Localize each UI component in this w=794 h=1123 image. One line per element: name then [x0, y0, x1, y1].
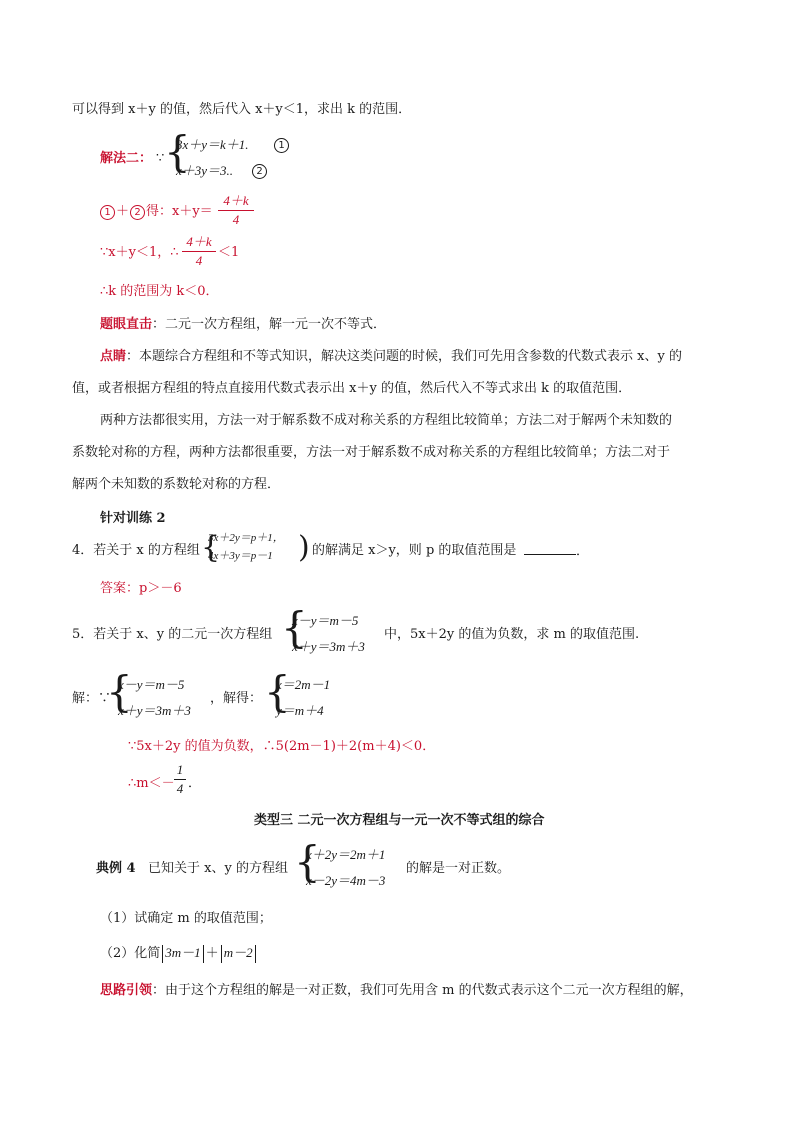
abs-bar	[203, 945, 204, 963]
equation: x＝2m－1	[276, 677, 331, 692]
plus-sign: ＋	[205, 946, 219, 961]
plus-sign: ＋	[116, 204, 130, 219]
equation: x－y＝m－5	[118, 677, 185, 692]
fraction	[174, 762, 186, 797]
equation: x－2y＝4m－3	[306, 873, 386, 888]
fraction-bar	[174, 779, 186, 780]
condition-tail: ＜1	[218, 245, 240, 260]
hint-label: 思路引领	[100, 983, 153, 998]
sub-question: （1）试确定 m 的取值范围；	[100, 911, 272, 926]
fraction-bar	[218, 210, 254, 211]
equation: 3x＋2y＝p＋1，	[208, 532, 284, 544]
sub-question	[100, 944, 258, 963]
fraction-denominator: 4	[195, 253, 203, 268]
abs-bar	[162, 945, 163, 963]
equation: x＋2y＝2m＋1	[306, 847, 386, 862]
abs-expression: m－2	[223, 945, 253, 960]
training-heading: 针对训练 2	[100, 511, 166, 526]
fraction-numerator: 4＋k	[223, 193, 249, 208]
question-5-text: 中，5x＋2y 的值为负数，求 m 的取值范围.	[384, 627, 640, 642]
hint-line	[100, 982, 693, 1000]
key-point-label: 题眼直击	[100, 317, 153, 332]
equation: x＋y＝3m＋3	[292, 639, 365, 654]
circled-number: 1	[274, 138, 289, 153]
because-symbol: ∵	[156, 151, 165, 166]
paragraph-line: 两种方法都很实用，方法一对于解系数不成对称关系的方程组比较简单；方法二对于解两个未知数的	[100, 413, 673, 428]
example-suffix: 的解是一对正数。	[406, 861, 511, 876]
fraction-denominator: 4	[176, 781, 184, 796]
abs-bar	[255, 945, 256, 963]
paragraph-line: 系数轮对称的方程，两种方法都很重要，方法一对于解系数不成对称关系的方程组比较简单；方法二对于	[72, 445, 671, 460]
note-label: 点睛	[100, 349, 127, 364]
fraction-bar	[182, 251, 216, 252]
key-point-line	[100, 316, 386, 334]
fraction	[218, 190, 254, 228]
abs-expression: 3m－1	[165, 945, 201, 960]
equation: 4x＋3y＝p－1	[208, 550, 273, 562]
result-line: ∴k 的范围为 k＜0．	[100, 284, 219, 299]
circled-number: 1	[100, 205, 115, 220]
left-brace: {	[106, 667, 133, 716]
equation: x＋3y＝3..	[176, 163, 234, 178]
solution-label: 解：∵	[72, 691, 112, 706]
solution-mid: ，解得：	[210, 691, 263, 706]
left-brace: {	[264, 667, 291, 716]
left-brace: {	[281, 603, 308, 652]
question-4-text: 的解满足 x＞y，则 p 的取值范围是	[312, 543, 517, 558]
equation: x－y＝m－5	[292, 613, 359, 628]
hint-text: ：由于这个方程组的解是一对正数，我们可先用含 m 的代数式表示这个二元一次方程组的解，	[152, 983, 693, 998]
note-text: ：本题综合方程组和不等式知识，解决这类问题的时候，我们可先用含参数的代数式表示 x、y 的	[126, 349, 682, 364]
question-5-prefix: 5．若关于 x、y 的二元一次方程组	[72, 627, 273, 642]
solution-line: ∵5x＋2y 的值为负数，∴5(2m－1)＋2(m＋4)＜0．	[128, 739, 436, 754]
right-brace: )	[298, 530, 310, 565]
equation: 3x＋y＝k＋1.	[176, 137, 249, 152]
fraction-denominator: 4	[232, 212, 240, 227]
example-label: 典例 4	[96, 861, 136, 876]
solution-line: ∴m＜－	[128, 776, 175, 791]
left-brace: {	[164, 127, 191, 176]
key-point-text: ：二元一次方程组，解一元一次不等式．	[152, 317, 387, 332]
sub-question-prefix: （2）化简	[100, 946, 161, 961]
left-brace: {	[201, 530, 221, 565]
left-brace: {	[294, 837, 321, 886]
text-line: 可以得到 x＋y 的值，然后代入 x＋y＜1，求出 k 的范围．	[72, 102, 412, 117]
equation: y＝m＋4	[276, 703, 324, 718]
paragraph-line: 解两个未知数的系数轮对称的方程．	[72, 477, 281, 492]
circled-number: 2	[130, 205, 145, 220]
equation: x＋y＝3m＋3	[118, 703, 191, 718]
circled-number: 2	[252, 164, 267, 179]
solution-line-end: ．	[188, 776, 202, 791]
abs-bar	[221, 945, 222, 963]
method-two-label: 解法二：	[100, 151, 153, 166]
fraction-numerator: 4＋k	[186, 234, 212, 249]
sum-text: 得：x＋y＝	[146, 204, 213, 219]
note-line	[100, 348, 682, 366]
section-title: 类型三 二元一次方程组与一元一次不等式组的综合	[254, 813, 545, 828]
fraction	[182, 231, 216, 269]
answer-blank	[524, 542, 589, 561]
example-prefix: 已知关于 x、y 的方程组	[148, 861, 288, 876]
note-continuation: 值，或者根据方程组的特点直接用代数式表示出 x＋y 的值，然后代入不等式求出 k 的取值范围．	[72, 381, 632, 396]
fraction-numerator: 1	[176, 762, 184, 777]
condition-text: ∵x＋y＜1，∴	[100, 245, 179, 260]
answer-4: 答案：p＞－6	[100, 581, 182, 596]
question-4-prefix: 4．若关于 x 的方程组	[72, 543, 200, 558]
question-4-end: ．	[576, 544, 590, 559]
